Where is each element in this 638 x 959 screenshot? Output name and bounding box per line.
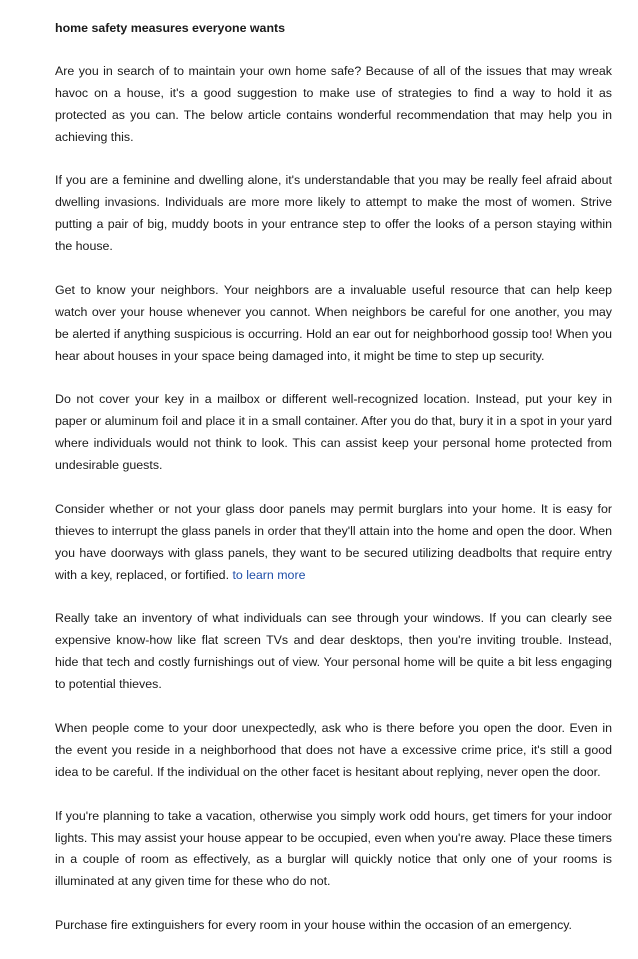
paragraph-timers: If you're planning to take a vacation, otherwise you simply work odd hours, get timers for your indoor lights. This may assist your house appear to be occupied, even when you're away. Place these timers in a couple of room as effectively, as a burglar will quickly notice that only one of your rooms is illuminated at any given time for these who do not. bbox=[55, 808, 612, 889]
paragraph-neighbors: Get to know your neighbors. Your neighbors are a invaluable useful resource that can help keep watch over your house whenever you cannot. When neighbors be careful for one another, you may be alerted if anything suspicious is occurring. Hold an ear out for neighborhood gossip too! When you hear about houses in your space being damaged into, it might be time to step up security. bbox=[55, 282, 612, 363]
paragraph-glass-panels-text: Consider whether or not your glass door panels may permit burglars into your home. It is easy for thieves to interrupt the glass panels in order that they'll attain into the home and open the door. When you have doorways with glass panels, they want to be secured utilizing deadbolts that require entry with a key, replaced, or fortified. bbox=[55, 501, 612, 582]
paragraph-intro: Are you in search of to maintain your own home safe? Because of all of the issues that may wreak havoc on a house, it's a good suggestion to make use of strategies to find a way to hold it as protected as you can. The below article contains wonderful recommendation that may help you in achieving this. bbox=[55, 63, 612, 144]
paragraph-hide-key: Do not cover your key in a mailbox or different well-recognized location. Instead, put your key in paper or aluminum foil and place it in a small container. After you do that, bury it in a spot in your yard where individuals would not think to look. This can assist keep your personal home protected from undesirable guests. bbox=[55, 392, 612, 473]
learn-more-link[interactable]: to learn more bbox=[232, 567, 306, 582]
paragraph-living-alone: If you are a feminine and dwelling alone, it's understandable that you may be really feel afraid about dwelling invasions. Individuals are more more likely to attempt to make the most of women. Strive putting a pair of big, muddy boots in your entrance step to offer the looks of a person staying within the house. bbox=[55, 173, 612, 254]
paragraph-windows: Really take an inventory of what individuals can see through your windows. If you can clearly see expensive know-how like flat screen TVs and dear desktops, then you're inviting trouble. Instead, hide that tech and costly furnishings out of view. Your personal home will be quite a bit less engaging to potential thieves. bbox=[55, 611, 612, 692]
document-title: home safety measures everyone wants bbox=[55, 21, 286, 35]
paragraph-door-visitors: When people come to your door unexpectedly, ask who is there before you open the door. Even in the event you reside in a neighborhood that does not have a excessive crime price, it's still a good idea to be careful. If the individual on the other facet is hesitant about replying, never open the door. bbox=[55, 721, 612, 779]
paragraph-glass-panels bbox=[55, 499, 612, 587]
document-page bbox=[55, 18, 612, 959]
paragraph-fire-extinguishers: Purchase fire extinguishers for every room in your house within the occasion of an emergency. bbox=[55, 918, 572, 933]
